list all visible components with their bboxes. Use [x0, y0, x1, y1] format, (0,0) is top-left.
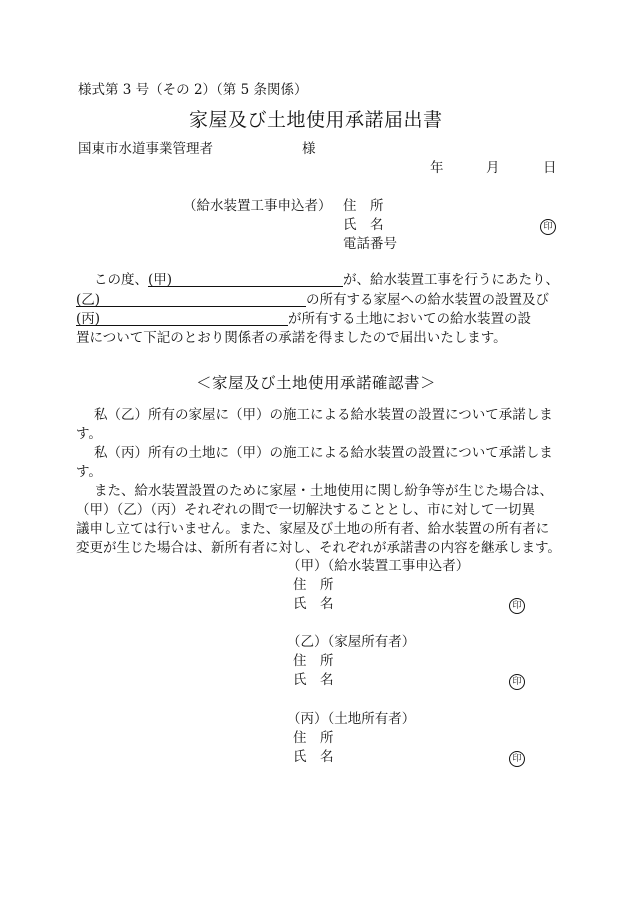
form-number: 様式第 3 号（その 2）（第 5 条関係） — [78, 82, 308, 98]
party-c-blank: (丙) — [76, 310, 288, 326]
signer-b-address-label: 住 所 — [293, 653, 334, 669]
intro-line-1: この度、(甲) が、給水装置工事を行うにあたり、 — [94, 272, 559, 288]
signer-b-name-label: 氏 名 — [293, 672, 334, 688]
date-month-label: 月 — [486, 160, 500, 176]
intro-line-4: 置について下記のとおり関係者の承諾を得ましたので届出いたします。 — [76, 330, 507, 346]
consent-title: ＜家屋及び土地使用承諾確認書＞ — [196, 374, 437, 392]
party-a-blank: (甲) — [148, 271, 343, 287]
signer-c-seal-mark: 印 — [509, 748, 525, 767]
signer-a-name-label: 氏 名 — [293, 596, 334, 612]
document-title: 家屋及び土地使用承諾届出書 — [189, 109, 443, 131]
applicant-role-label: （給水装置工事申込者） — [183, 198, 332, 214]
consent-p1-line1: 私（乙）所有の家屋に（甲）の施工による給水装置の設置について承諾しま — [94, 407, 553, 423]
consent-p3-line1: また、給水装置設置のために家屋・土地使用に関し紛争等が生じた場合は、 — [94, 483, 553, 499]
signer-b-header: （乙）（家屋所有者） — [287, 634, 416, 650]
signer-b-seal-mark: 印 — [509, 671, 525, 690]
applicant-phone-label: 電話番号 — [343, 236, 397, 252]
consent-p3-line3: 議申し立ては行いません。また、家屋及び土地の所有者、給水装置の所有者に — [76, 521, 550, 537]
addressee-suffix: 様 — [302, 141, 316, 157]
consent-p1-line2: す。 — [76, 426, 102, 442]
signer-c-address-label: 住 所 — [293, 730, 334, 746]
intro-line-2: (乙) の所有する家屋への給水装置の設置及び — [76, 292, 549, 308]
signer-c-header: （丙）（土地所有者） — [287, 711, 416, 727]
consent-p2-line2: す。 — [76, 464, 102, 480]
consent-p2-line1: 私（丙）所有の土地に（甲）の施工による給水装置の設置について承諾しま — [94, 445, 553, 461]
applicant-name-label: 氏 名 — [343, 217, 384, 233]
signer-a-address-label: 住 所 — [293, 577, 334, 593]
date-year-label: 年 — [430, 160, 444, 176]
applicant-address-label: 住 所 — [343, 198, 384, 214]
party-b-blank: (乙) — [76, 291, 306, 307]
date-day-label: 日 — [543, 160, 557, 176]
seal-mark: 印 — [540, 216, 556, 235]
signer-a-seal-mark: 印 — [509, 595, 525, 614]
intro-line-3: (丙) が所有する土地においての給水装置の設 — [76, 311, 531, 327]
consent-p3-line4: 変更が生じた場合は、新所有者に対し、それぞれが承諾書の内容を継承します。 — [76, 540, 561, 556]
signer-a-header: （甲）（給水装置工事申込者） — [287, 558, 470, 574]
signer-c-name-label: 氏 名 — [293, 749, 334, 765]
addressee: 国東市水道事業管理者 — [78, 141, 213, 157]
consent-p3-line2: （甲）（乙）（丙）それぞれの間で一切解決することとし、市に対して一切異 — [76, 502, 535, 518]
